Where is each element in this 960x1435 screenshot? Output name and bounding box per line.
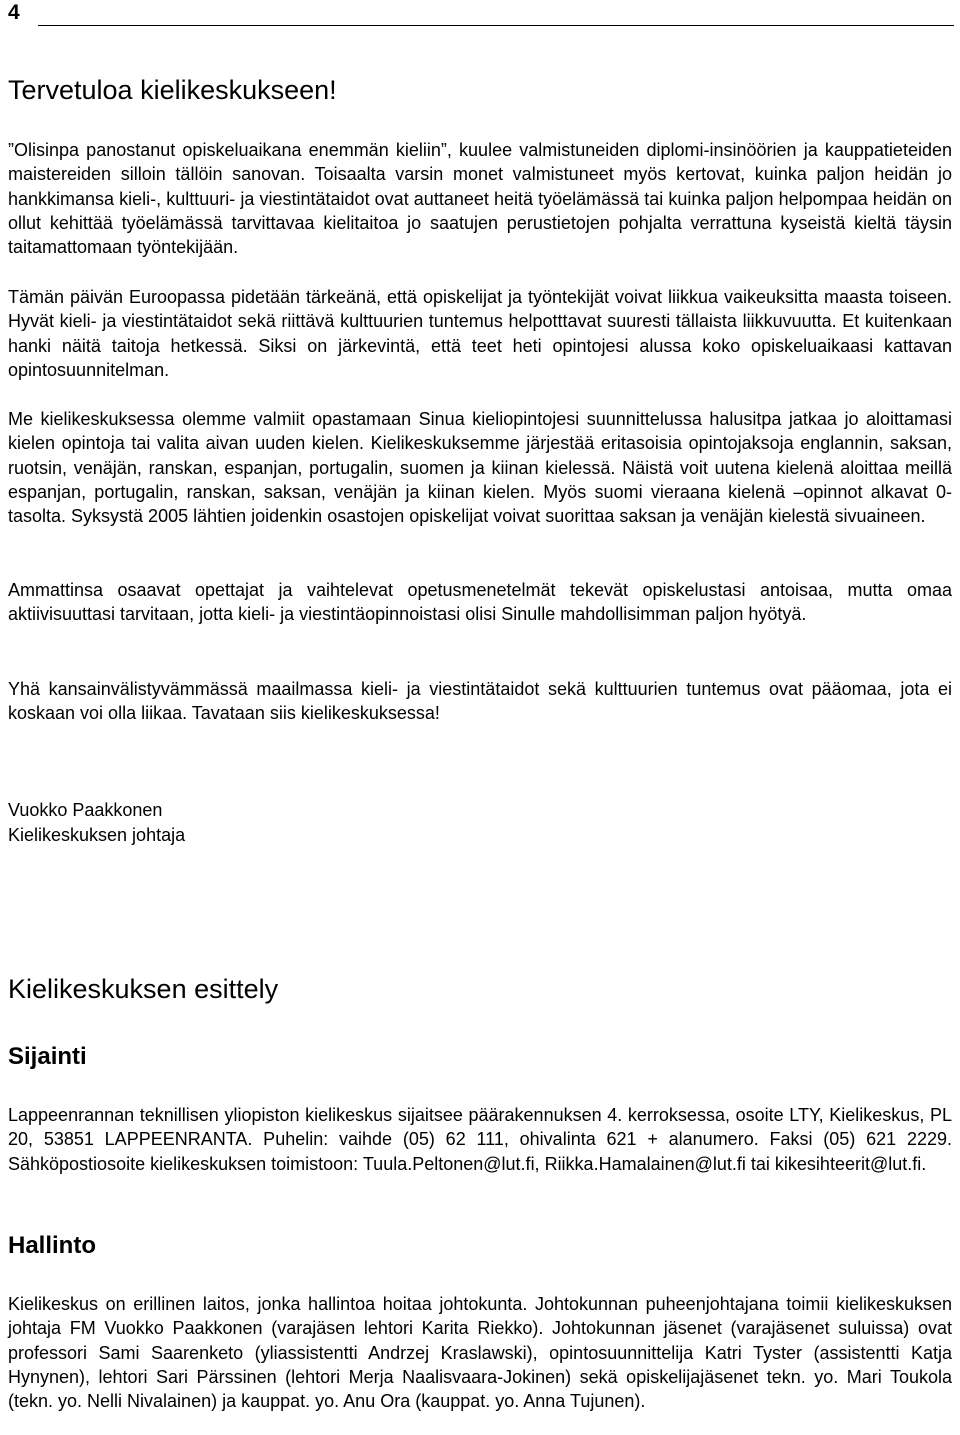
welcome-paragraph-4: Ammattinsa osaavat opettajat ja vaihtelevat opetusmenetelmät tekevät opiskelustasi antoisaa, mutta omaa aktiivisuuttasi tarvitaan, jotta kieli- ja viestintäopinnoistasi olisi Sinulle mahdollisimman paljon hyötyä.: [8, 580, 952, 625]
intro-title: Kielikeskuksen esittely: [8, 974, 279, 1004]
welcome-paragraph-2: Tämän päivän Euroopassa pidetään tärkeänä, että opiskelijat ja työntekijät voivat liikkua vaikeuksitta maasta toiseen. Hyvät kieli- ja viestintätaidot sekä riittävä kulttuurien tuntemus helpotttavat suuresti tällaista liikkuvuutta. Et kuitenkaan hanki näitä taitoja hetkessä. Siksi on järkevintä, että teet heti opintojesi alussa koko opiskeluaikaasi kattavan opintosuunnitelman.: [8, 287, 952, 380]
location-text: Lappeenrannan teknillisen yliopiston kielikeskus sijaitsee päärakennuksen 4. kerroksessa, osoite LTY, Kielikeskus, PL 20, 53851 LAPPEENRANTA. Puhelin: vaihde (05) 62 111, ohivalinta 621 + alanumero. Faksi (05) 621 2229. Sähköpostiosoite kielikeskuksen toimistoon: Tuula.Peltonen@lut.fi, Riikka.Hamalainen@lut.fi tai kikesihteerit@lut.fi.: [8, 1105, 952, 1174]
signature-title: Kielikeskuksen johtaja: [8, 825, 186, 845]
location-heading: Sijainti: [8, 1043, 87, 1070]
header-rule: [38, 25, 954, 26]
welcome-paragraph-3: Me kielikeskuksessa olemme valmiit opastamaan Sinua kieliopintojesi suunnittelussa halusitpa jatkaa jo aloittamasi kielen opintoja tai valita aivan uuden kielen. Kielikeskuksemme järjestää eritasoisia opintojaksoja englannin, saksan, ruotsin, venäjän, ranskan, espanjan, portugalin, suomen ja kiinan kielessä. Näistä voit uutena kielenä aloittaa meillä espanjan, portugalin, ranskan, saksan, venäjän ja kiinan kielen. Myös suomi vieraana kielenä –opinnot alkavat 0-tasolta. Syksystä 2005 lähtien joidenkin osastojen opiskelijat voivat suorittaa saksan ja venäjän kielestä sivuaineen.: [8, 409, 952, 527]
signature-name: Vuokko Paakkonen: [8, 800, 163, 820]
admin-text: Kielikeskus on erillinen laitos, jonka hallintoa hoitaa johtokunta. Johtokunnan puheenjohtajana toimii kielikeskuksen johtaja FM Vuokko Paakkonen (varajäsen lehtori Karita Riekko). Johtokunnan jäsenet (varajäsenet suluissa) ovat professori Sami Saarenketo (yliassistentti Andrzej Kraslawski), opintosuunnittelija Katri Tyster (assistentti Katja Hynynen), lehtori Sari Pärssinen (lehtori Merja Naalisvaara-Jokinen) sekä opiskelijajäsenet tekn. yo. Mari Toukola (tekn. yo. Nelli Nivalainen) ja kauppat. yo. Anu Ora (kauppat. yo. Anna Tujunen).: [8, 1294, 952, 1412]
admin-heading: Hallinto: [8, 1232, 96, 1259]
welcome-paragraph-1: ”Olisinpa panostanut opiskeluaikana enemmän kieliin”, kuulee valmistuneiden diplomi-insinöörien ja kauppatieteiden maistereiden silloin tällöin sanovan. Toisaalta varsin monet valmistuneet myös kertovat, kuinka paljon heidän jo hankkimansa kieli-, kulttuuri- ja viestintätaidot ovat auttaneet heitä työelämässä tai kuinka paljon helpompaa heidän on ollut kehittää työelämässä tarvittavaa kielitaitoa jo saatujen perustietojen pohjalta verrattuna kyseistä kieltä täysin taitamattomaan työntekijään.: [8, 140, 952, 258]
page-number: 4: [8, 1, 20, 24]
welcome-paragraph-5: Yhä kansainvälistyvämmässä maailmassa kieli- ja viestintätaidot sekä kulttuurien tuntemus ovat pääomaa, jota ei koskaan voi olla liikaa. Tavataan siis kielikeskuksessa!: [8, 679, 952, 724]
welcome-title: Tervetuloa kielikeskukseen!: [8, 75, 337, 105]
